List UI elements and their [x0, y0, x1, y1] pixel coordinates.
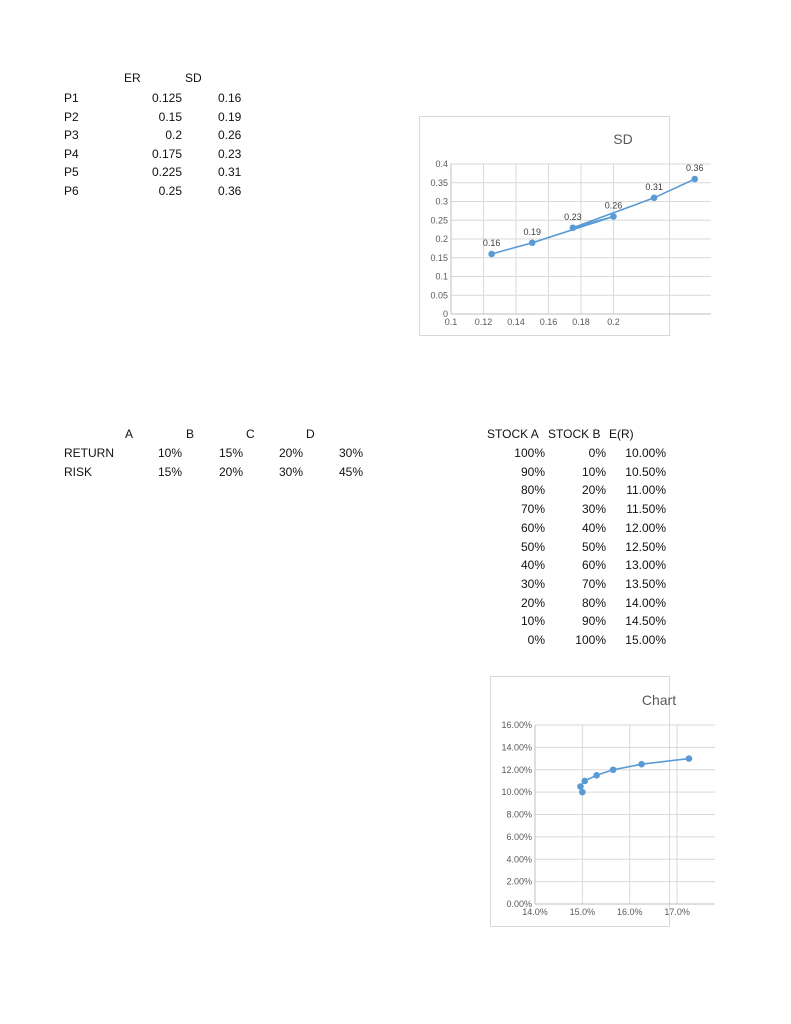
x-tick-label: 15.0%	[569, 907, 596, 917]
chart-er-vs-risk-svg	[491, 677, 791, 926]
table2-row-label-risk: RISK	[64, 465, 93, 479]
y-tick-label: 0.05	[430, 290, 448, 301]
table1-row-label: P6	[64, 184, 79, 198]
data-label: 0.26	[604, 200, 623, 211]
data-point	[581, 778, 588, 785]
table2-cell: 20%	[278, 446, 303, 460]
table3-cell: 11.50%	[626, 502, 666, 517]
table2-header-d: D	[306, 427, 315, 441]
data-point	[579, 789, 586, 796]
y-tick-label: 6.00%	[506, 831, 532, 842]
table3-cell: 100%	[575, 633, 606, 647]
chart-er-vs-risk[interactable]	[490, 676, 690, 927]
table1-row-sd: 0.36	[218, 184, 242, 198]
y-tick-label: 16.00%	[501, 720, 532, 730]
data-point	[691, 176, 698, 183]
table2-row-label-return: RETURN	[64, 446, 114, 460]
data-label: 0.16	[482, 238, 501, 248]
table2-cell: 20%	[218, 465, 243, 479]
table3-cell: 70%	[581, 576, 606, 591]
table2-cell: 30%	[338, 446, 363, 460]
table3-cell: 80%	[520, 483, 545, 498]
y-tick-label: 2.00%	[506, 876, 532, 887]
data-point	[610, 766, 617, 773]
y-tick-label: 0.3	[435, 196, 448, 207]
table1-row-sd: 0.31	[218, 165, 242, 179]
x-tick-label: 14.0%	[522, 907, 548, 917]
table3-cell: 30%	[581, 502, 606, 517]
y-tick-label: 0.25	[430, 215, 448, 226]
sd-chart-svg	[420, 117, 720, 335]
table3-cell: 12.00%	[625, 520, 666, 535]
table3-cell: 0%	[527, 633, 545, 647]
table1-row-sd: 0.16	[218, 91, 242, 105]
table3-cell: 40%	[581, 520, 606, 535]
chart-title: SD	[613, 131, 633, 147]
x-tick-label: 0.18	[572, 317, 590, 327]
table1-row-sd: 0.19	[218, 110, 242, 124]
table1-row-label: P3	[64, 128, 79, 142]
x-tick-label: 0.12	[474, 317, 493, 327]
table3-cell: 12.50%	[625, 539, 666, 554]
table3-cell: 90%	[581, 614, 606, 629]
y-tick-label: 4.00%	[506, 854, 532, 865]
table3-cell: 100%	[514, 446, 545, 460]
x-tick-label: 0.14	[507, 317, 525, 327]
table3-cell: 70%	[520, 502, 545, 517]
y-tick-label: 14.00%	[501, 742, 532, 753]
table3-cell: 40%	[520, 558, 545, 573]
table3-cell: 20%	[520, 595, 545, 610]
data-point	[577, 783, 584, 790]
x-tick-label: 0.16	[539, 317, 558, 327]
table2-cell: 45%	[338, 465, 363, 479]
data-label: 0.36	[685, 163, 704, 173]
table2-cell: 10%	[157, 446, 182, 460]
table1-row-er: 0.125	[151, 91, 182, 105]
data-point	[488, 251, 495, 258]
y-tick-label: 0.35	[430, 177, 448, 188]
chart-title: Chart	[641, 692, 677, 708]
table1-row-label: P5	[64, 165, 79, 179]
table2-cell: 15%	[218, 446, 243, 460]
table3-cell: 13.00%	[625, 558, 666, 573]
table3-cell: 14.00%	[625, 595, 666, 610]
sd-chart[interactable]	[419, 116, 704, 336]
table3-cell: 60%	[581, 558, 606, 573]
x-tick-label: 0.2	[607, 317, 620, 327]
data-point	[529, 239, 536, 246]
y-tick-label: 10.00%	[501, 787, 532, 798]
table2-cell: 30%	[278, 465, 303, 479]
table1-row-er: 0.25	[158, 184, 182, 198]
table3-header-stock-a: STOCK A	[487, 427, 539, 441]
y-tick-label: 0.4	[435, 159, 448, 169]
y-tick-label: 0.00%	[506, 899, 532, 909]
y-tick-label: 0.15	[430, 252, 448, 263]
data-point	[570, 224, 577, 231]
table1-row-label: P2	[64, 110, 79, 124]
table3-cell: 10%	[581, 464, 606, 479]
data-label: 0.31	[645, 181, 663, 192]
table1-row-sd: 0.23	[218, 147, 242, 161]
table2-cell: 15%	[157, 465, 182, 479]
table2-header-c: C	[246, 427, 255, 441]
y-tick-label: 0	[442, 309, 448, 319]
data-label: 0.19	[523, 226, 542, 237]
table1-row-er: 0.175	[151, 147, 182, 161]
y-tick-label: 8.00%	[506, 809, 532, 820]
table3-cell: 15.00%	[625, 633, 666, 647]
table1-row-label: P1	[64, 91, 79, 105]
table3-cell: 60%	[520, 520, 545, 535]
data-point	[638, 761, 645, 768]
table3-cell: 13.50%	[625, 576, 666, 591]
table3-cell: 90%	[520, 464, 545, 479]
series-line	[492, 179, 695, 254]
table2-header-b: B	[186, 427, 195, 441]
y-tick-label: 0.1	[435, 271, 448, 282]
table2-header-a: A	[125, 427, 134, 441]
table3-cell: 10.50%	[625, 464, 666, 479]
y-tick-label: 12.00%	[501, 764, 532, 775]
table1-row-er: 0.2	[165, 128, 182, 142]
data-point	[651, 194, 658, 201]
table3-cell: 50%	[581, 539, 606, 554]
table3-cell: 10%	[520, 614, 545, 629]
data-point	[686, 755, 693, 762]
table1-row-er: 0.15	[158, 110, 182, 124]
x-tick-label: 17.0%	[664, 907, 690, 917]
x-tick-label: 0.1	[444, 317, 458, 327]
table3-cell: 14.50%	[625, 614, 666, 629]
y-tick-label: 0.2	[435, 234, 448, 244]
data-point	[593, 772, 600, 779]
data-point	[610, 213, 617, 220]
table1-row-sd: 0.26	[218, 128, 242, 142]
table1-row-label: P4	[64, 147, 79, 161]
table3-cell: 11.00%	[626, 483, 666, 498]
table3-cell: 20%	[581, 483, 606, 498]
table1-row-er: 0.225	[151, 165, 182, 179]
table3-header-stock-b: STOCK B	[548, 427, 601, 441]
table3-cell: 80%	[581, 595, 606, 610]
table3-header-er: E(R)	[609, 427, 634, 441]
table1-header-sd: SD	[185, 71, 202, 85]
table1-header-er: ER	[124, 71, 141, 85]
table3-cell: 0%	[588, 446, 606, 460]
table3-cell: 50%	[520, 539, 545, 554]
x-tick-label: 16.0%	[616, 907, 643, 917]
data-label: 0.23	[564, 211, 582, 222]
table3-cell: 10.00%	[625, 446, 666, 460]
table3-cell: 30%	[520, 576, 545, 591]
